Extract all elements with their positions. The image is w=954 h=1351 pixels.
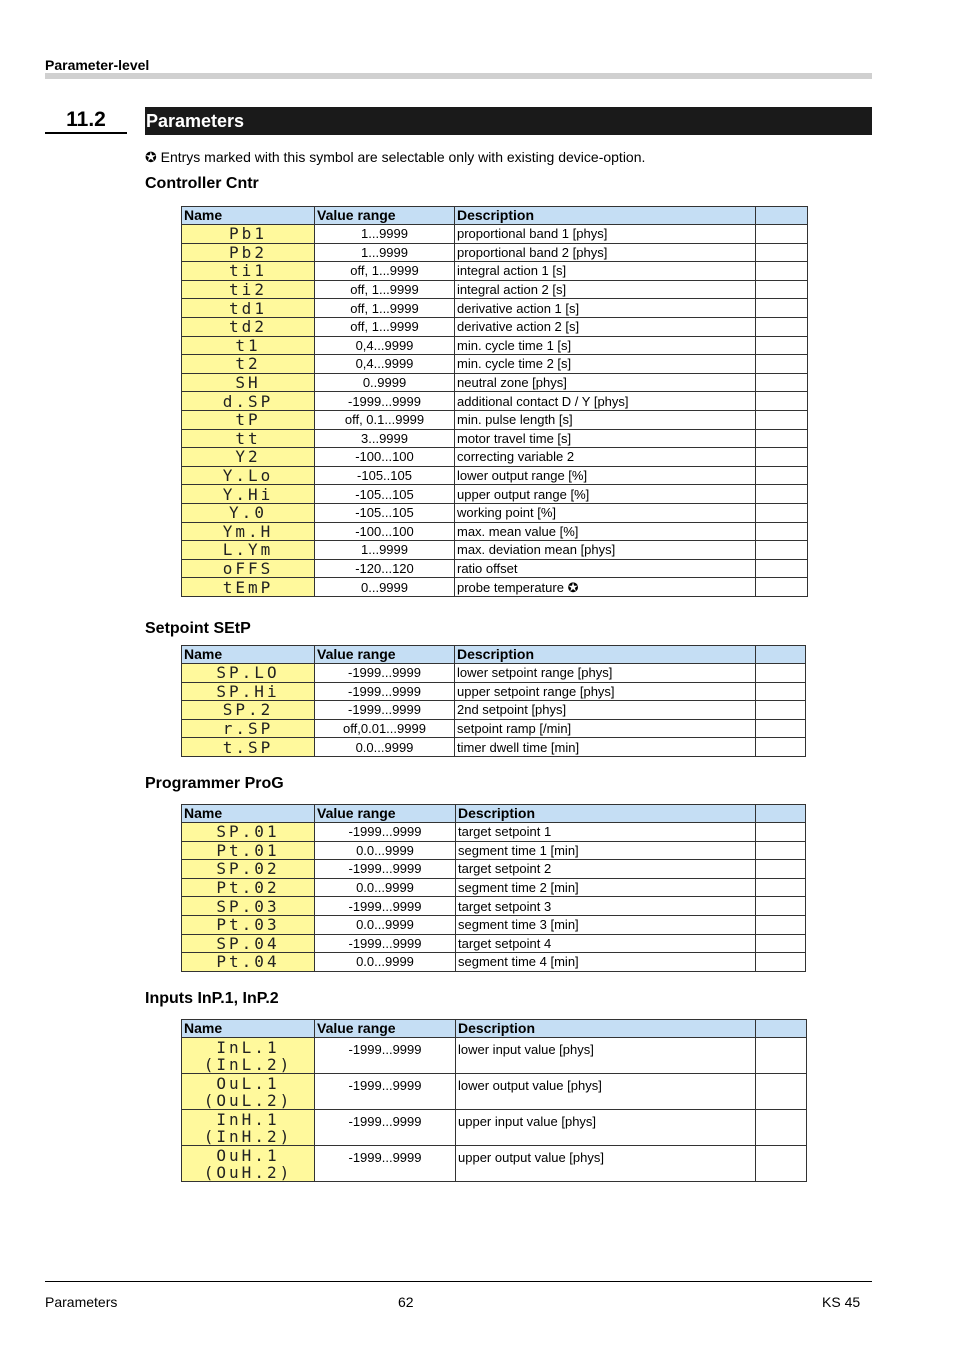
parameter-name: tEmP — [182, 578, 315, 597]
programmer-table — [181, 804, 806, 972]
inputs-table — [181, 1019, 807, 1182]
extra-cell — [756, 485, 808, 504]
table-row — [182, 466, 808, 485]
parameter-name: Y2 — [182, 448, 315, 467]
value-range: -1999...9999 — [315, 682, 455, 701]
value-range: -1999...9999 — [315, 1110, 456, 1146]
table-row — [182, 280, 808, 299]
parameter-name: Y.0 — [182, 503, 315, 522]
table-row — [182, 1038, 807, 1074]
parameter-name: SP.Hi — [182, 682, 315, 701]
parameter-description: upper output range [%] — [455, 485, 756, 504]
parameter-description: max. deviation mean [phys] — [455, 541, 756, 560]
extra-cell — [756, 1146, 807, 1182]
table-row — [182, 682, 806, 701]
parameter-description: upper output value [phys] — [456, 1146, 756, 1182]
table-row — [182, 336, 808, 355]
extra-cell — [756, 719, 806, 738]
table-row — [182, 1146, 807, 1182]
value-range: -1999...9999 — [315, 860, 456, 879]
value-range: -1999...9999 — [315, 897, 456, 916]
setpoint-heading: Setpoint SEtP — [145, 620, 251, 637]
extra-cell — [756, 1038, 807, 1074]
value-range: -100...100 — [315, 522, 455, 541]
value-range: 0.0...9999 — [315, 953, 456, 972]
extra-cell — [756, 317, 808, 336]
value-range: -1999...9999 — [315, 1038, 456, 1074]
extra-cell — [756, 503, 808, 522]
parameter-name — [182, 1074, 315, 1110]
value-range: -1999...9999 — [315, 392, 455, 411]
parameter-name-secondary: (OuL.2) — [203, 1091, 293, 1110]
parameter-name: Pt.01 — [182, 841, 315, 860]
parameter-name: Y.Lo — [182, 466, 315, 485]
value-range: 0.0...9999 — [315, 841, 456, 860]
table-row — [182, 823, 806, 842]
table-row — [182, 392, 808, 411]
parameter-description: neutral zone [phys] — [455, 373, 756, 392]
col-range-header: Value range — [315, 805, 456, 823]
parameter-description: proportional band 2 [phys] — [455, 243, 756, 262]
value-range: 0...9999 — [315, 578, 455, 597]
value-range: -1999...9999 — [315, 664, 455, 683]
extra-cell — [756, 541, 808, 560]
parameter-name: Pt.03 — [182, 915, 315, 934]
table-row — [182, 878, 806, 897]
parameter-description: target setpoint 2 — [456, 860, 756, 879]
extra-cell — [756, 522, 808, 541]
parameter-description: proportional band 1 [phys] — [455, 225, 756, 244]
parameter-name — [182, 1038, 315, 1074]
value-range: 0.0...9999 — [315, 738, 455, 757]
table-row — [182, 719, 806, 738]
parameter-description: derivative action 2 [s] — [455, 317, 756, 336]
parameter-description: lower output range [%] — [455, 466, 756, 485]
table-row — [182, 243, 808, 262]
col-extra-header — [756, 207, 808, 225]
value-range: 0,4...9999 — [315, 355, 455, 374]
parameter-description: integral action 2 [s] — [455, 280, 756, 299]
table-row — [182, 1110, 807, 1146]
table-row — [182, 541, 808, 560]
extra-cell — [756, 934, 806, 953]
table-row — [182, 522, 808, 541]
value-range: 0.0...9999 — [315, 915, 456, 934]
parameter-name: SP.04 — [182, 934, 315, 953]
value-range: 0,4...9999 — [315, 336, 455, 355]
col-name-header: Name — [182, 646, 315, 664]
parameter-name: Pt.04 — [182, 953, 315, 972]
parameter-name: Pb2 — [182, 243, 315, 262]
parameter-name — [182, 1110, 315, 1146]
value-range: -1999...9999 — [315, 1074, 456, 1110]
parameter-description: timer dwell time [min] — [455, 738, 756, 757]
table-row — [182, 317, 808, 336]
parameter-description: segment time 1 [min] — [456, 841, 756, 860]
extra-cell — [756, 1074, 807, 1110]
value-range: 1...9999 — [315, 243, 455, 262]
extra-cell — [756, 664, 806, 683]
parameter-name: t1 — [182, 336, 315, 355]
footer-rule — [45, 1281, 872, 1282]
extra-cell — [756, 738, 806, 757]
option-note: ✪ Entrys marked with this symbol are selectable only with existing device-option. — [145, 149, 646, 165]
running-header: Parameter-level — [45, 57, 150, 73]
section-number-underline — [45, 132, 127, 134]
parameter-name: tt — [182, 429, 315, 448]
col-range-header: Value range — [315, 646, 455, 664]
table-row — [182, 355, 808, 374]
parameter-name: td1 — [182, 299, 315, 318]
parameter-name-secondary: (InL.2) — [203, 1055, 293, 1074]
parameter-name — [182, 1146, 315, 1182]
table-row — [182, 448, 808, 467]
extra-cell — [756, 466, 808, 485]
extra-cell — [756, 280, 808, 299]
footer-product: KS 45 — [822, 1294, 861, 1310]
parameter-name: ti2 — [182, 280, 315, 299]
parameter-name-primary: OuL.1 — [216, 1074, 280, 1093]
extra-cell — [756, 701, 806, 720]
table-row — [182, 664, 806, 683]
parameter-description: lower output value [phys] — [456, 1074, 756, 1110]
col-extra-header — [756, 1020, 807, 1038]
parameter-name-primary: InL.1 — [216, 1038, 280, 1057]
extra-cell — [756, 336, 808, 355]
value-range: off,0.01...9999 — [315, 719, 455, 738]
table-row — [182, 373, 808, 392]
value-range: off, 1...9999 — [315, 262, 455, 281]
extra-cell — [756, 897, 806, 916]
col-name-header: Name — [182, 207, 315, 225]
parameter-name: SH — [182, 373, 315, 392]
page-number: 62 — [398, 1294, 414, 1310]
value-range: -1999...9999 — [315, 823, 456, 842]
value-range: -105...105 — [315, 485, 455, 504]
extra-cell — [756, 841, 806, 860]
col-name-header: Name — [182, 805, 315, 823]
table-row — [182, 701, 806, 720]
inputs-heading: Inputs InP.1, InP.2 — [145, 990, 279, 1007]
table-row — [182, 897, 806, 916]
extra-cell — [756, 225, 808, 244]
parameter-name: SP.LO — [182, 664, 315, 683]
parameter-description: min. pulse length [s] — [455, 410, 756, 429]
extra-cell — [756, 682, 806, 701]
parameter-name: Pb1 — [182, 225, 315, 244]
parameter-description: upper input value [phys] — [456, 1110, 756, 1146]
table-row — [182, 299, 808, 318]
table-row — [182, 841, 806, 860]
parameter-name: t.SP — [182, 738, 315, 757]
parameter-description: ratio offset — [455, 559, 756, 578]
parameter-name: Ym.H — [182, 522, 315, 541]
parameter-description: motor travel time [s] — [455, 429, 756, 448]
table-row — [182, 429, 808, 448]
extra-cell — [756, 559, 808, 578]
parameter-description: segment time 3 [min] — [456, 915, 756, 934]
value-range: -105...105 — [315, 503, 455, 522]
extra-cell — [756, 299, 808, 318]
section-number: 11.2 — [66, 108, 106, 131]
parameter-name: td2 — [182, 317, 315, 336]
parameter-name: SP.03 — [182, 897, 315, 916]
table-row — [182, 578, 808, 597]
setpoint-table — [181, 645, 806, 757]
parameter-description: target setpoint 3 — [456, 897, 756, 916]
parameter-description: target setpoint 4 — [456, 934, 756, 953]
parameter-name: SP.02 — [182, 860, 315, 879]
parameter-name: Y.Hi — [182, 485, 315, 504]
col-range-header: Value range — [315, 1020, 456, 1038]
value-range: off, 1...9999 — [315, 317, 455, 336]
parameter-description: setpoint ramp [/min] — [455, 719, 756, 738]
parameter-description: additional contact D / Y [phys] — [455, 392, 756, 411]
extra-cell — [756, 429, 808, 448]
col-extra-header — [756, 805, 806, 823]
parameter-name: SP.01 — [182, 823, 315, 842]
controller-heading: Controller Cntr — [145, 175, 259, 192]
parameter-name: Pt.02 — [182, 878, 315, 897]
value-range: -1999...9999 — [315, 934, 456, 953]
parameter-description: segment time 4 [min] — [456, 953, 756, 972]
extra-cell — [756, 953, 806, 972]
footer-chapter: Parameters — [45, 1294, 118, 1310]
parameter-name-primary: OuH.1 — [216, 1146, 280, 1165]
table-row — [182, 225, 808, 244]
parameter-description: lower input value [phys] — [456, 1038, 756, 1074]
value-range: off, 1...9999 — [315, 299, 455, 318]
extra-cell — [756, 262, 808, 281]
extra-cell — [756, 448, 808, 467]
extra-cell — [756, 578, 808, 597]
parameter-description: working point [%] — [455, 503, 756, 522]
parameter-name: r.SP — [182, 719, 315, 738]
value-range: -105..105 — [315, 466, 455, 485]
value-range: -120...120 — [315, 559, 455, 578]
header-rule — [45, 73, 872, 79]
value-range: 3...9999 — [315, 429, 455, 448]
table-row — [182, 559, 808, 578]
value-range: off, 1...9999 — [315, 280, 455, 299]
parameter-description: min. cycle time 2 [s] — [455, 355, 756, 374]
parameter-description: min. cycle time 1 [s] — [455, 336, 756, 355]
parameter-description: upper setpoint range [phys] — [455, 682, 756, 701]
col-desc-header: Description — [455, 646, 756, 664]
col-desc-header: Description — [455, 207, 756, 225]
extra-cell — [756, 243, 808, 262]
parameter-description: derivative action 1 [s] — [455, 299, 756, 318]
parameter-name: t2 — [182, 355, 315, 374]
table-row — [182, 934, 806, 953]
extra-cell — [756, 915, 806, 934]
value-range: off, 0.1...9999 — [315, 410, 455, 429]
parameter-name: L.Ym — [182, 541, 315, 560]
extra-cell — [756, 392, 808, 411]
parameter-name: SP.2 — [182, 701, 315, 720]
table-row — [182, 738, 806, 757]
value-range: 1...9999 — [315, 225, 455, 244]
table-row — [182, 262, 808, 281]
table-row — [182, 503, 808, 522]
parameter-description: integral action 1 [s] — [455, 262, 756, 281]
table-row — [182, 915, 806, 934]
col-name-header: Name — [182, 1020, 315, 1038]
value-range: 0.0...9999 — [315, 878, 456, 897]
parameter-description: target setpoint 1 — [456, 823, 756, 842]
parameter-description: segment time 2 [min] — [456, 878, 756, 897]
table-row — [182, 410, 808, 429]
col-desc-header: Description — [456, 805, 756, 823]
value-range: 0..9999 — [315, 373, 455, 392]
value-range: -1999...9999 — [315, 701, 455, 720]
extra-cell — [756, 373, 808, 392]
extra-cell — [756, 860, 806, 879]
parameter-description: 2nd setpoint [phys] — [455, 701, 756, 720]
extra-cell — [756, 878, 806, 897]
parameter-name: ti1 — [182, 262, 315, 281]
parameter-description: correcting variable 2 — [455, 448, 756, 467]
parameter-name: tP — [182, 410, 315, 429]
section-title: Parameters — [145, 107, 872, 135]
parameter-name-primary: InH.1 — [216, 1110, 280, 1129]
parameter-name-secondary: (InH.2) — [203, 1127, 293, 1146]
table-row — [182, 1074, 807, 1110]
table-row — [182, 953, 806, 972]
value-range: -100...100 — [315, 448, 455, 467]
value-range: -1999...9999 — [315, 1146, 456, 1182]
parameter-description: lower setpoint range [phys] — [455, 664, 756, 683]
col-desc-header: Description — [456, 1020, 756, 1038]
programmer-heading: Programmer ProG — [145, 775, 284, 792]
table-row — [182, 485, 808, 504]
parameter-name: d.SP — [182, 392, 315, 411]
value-range: 1...9999 — [315, 541, 455, 560]
col-extra-header — [756, 646, 806, 664]
table-row — [182, 860, 806, 879]
parameter-name-secondary: (OuH.2) — [203, 1163, 293, 1182]
parameter-name: oFFS — [182, 559, 315, 578]
parameter-description: max. mean value [%] — [455, 522, 756, 541]
parameter-description: probe temperature ✪ — [455, 578, 756, 597]
extra-cell — [756, 1110, 807, 1146]
extra-cell — [756, 823, 806, 842]
controller-table — [181, 206, 808, 597]
col-range-header: Value range — [315, 207, 455, 225]
extra-cell — [756, 410, 808, 429]
extra-cell — [756, 355, 808, 374]
